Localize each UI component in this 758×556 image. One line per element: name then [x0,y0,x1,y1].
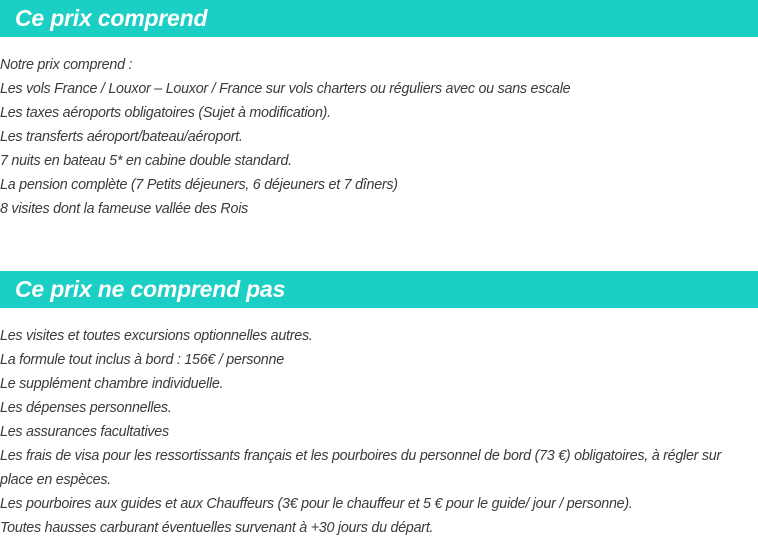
excludes-section-title: Ce prix ne comprend pas [0,271,758,308]
includes-item: Les vols France / Louxor – Louxor / France sur vols charters ou réguliers avec ou sans escale [0,81,571,97]
excludes-item: Les frais de visa pour les ressortissants français et les pourboires du personnel de bord (73 €) obligatoires, à régler sur place en espèces. [0,448,722,488]
includes-item: Notre prix comprend : [0,57,133,73]
excludes-item: Toutes hausses carburant éventuelles survenant à +30 jours du départ. [0,520,434,536]
excludes-item: Les pourboires aux guides et aux Chauffeurs (3€ pour le chauffeur et 5 € pour le guide/ jour / personne). [0,496,633,512]
excludes-item: Les assurances facultatives [0,424,169,440]
includes-item: La pension complète (7 Petits déjeuners, 6 déjeuners et 7 dîners) [0,177,398,193]
includes-item: Les transferts aéroport/bateau/aéroport. [0,129,243,145]
includes-item: 7 nuits en bateau 5* en cabine double standard. [0,153,292,169]
excludes-item: Les visites et toutes excursions optionnelles autres. [0,328,313,344]
includes-item: Les taxes aéroports obligatoires (Sujet à modification). [0,105,331,121]
includes-section-title: Ce prix comprend [0,0,758,37]
includes-item: 8 visites dont la fameuse vallée des Rois [0,201,249,217]
includes-list [0,53,752,221]
excludes-list [0,324,752,540]
excludes-item: Le supplément chambre individuelle. [0,376,224,392]
excludes-item: La formule tout inclus à bord : 156€ / personne [0,352,284,368]
excludes-item: Les dépenses personnelles. [0,400,172,416]
